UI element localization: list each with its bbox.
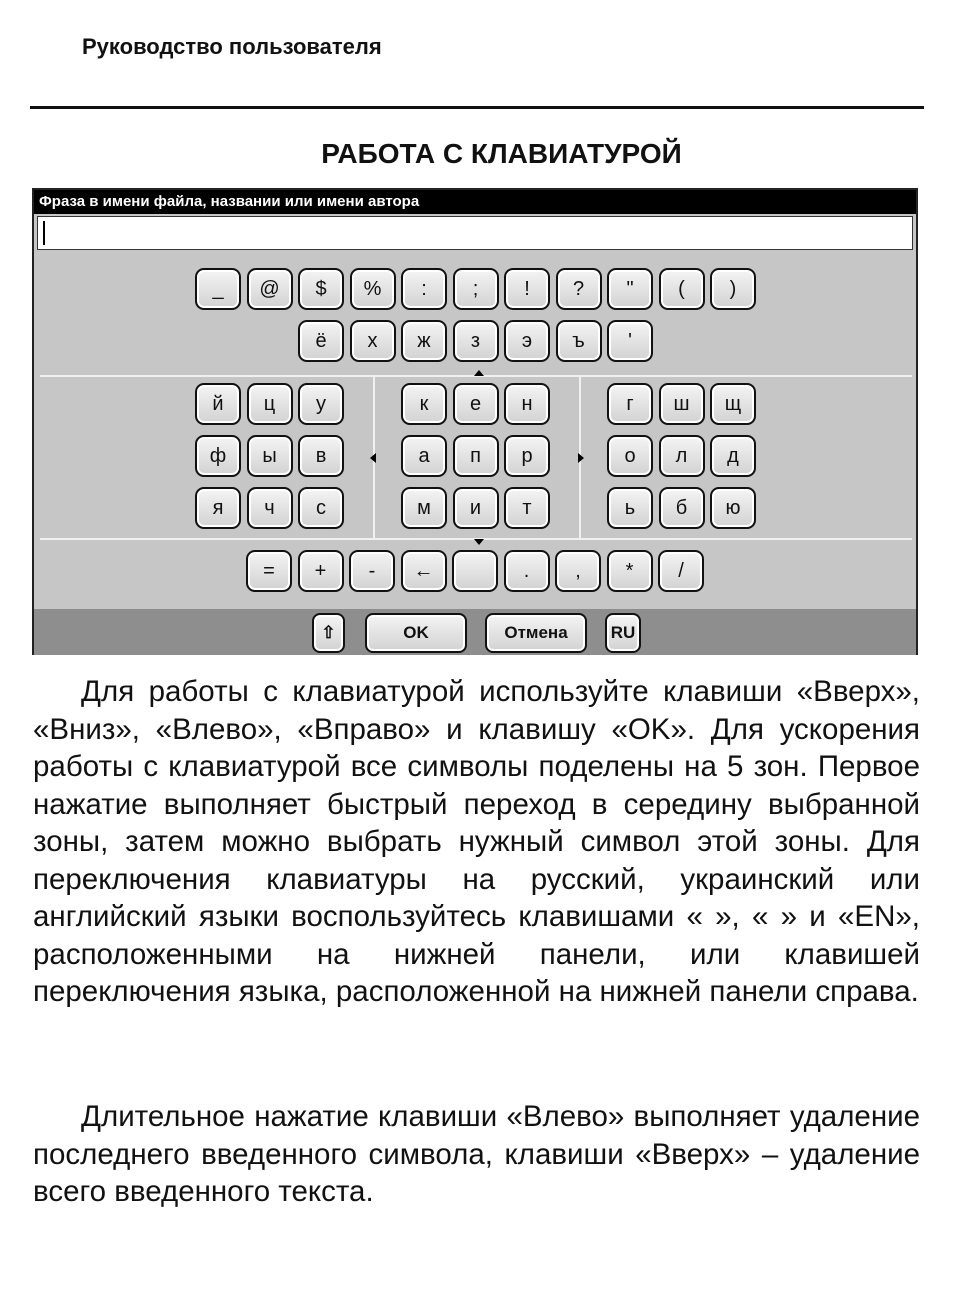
key-row1[interactable]: _ [195, 268, 241, 310]
key-row2[interactable]: ё [298, 320, 344, 362]
key-zone-left[interactable]: у [298, 383, 344, 425]
key-zone-center[interactable]: е [453, 383, 499, 425]
paragraph-1: Для работы с клавиатурой используйте клавиши «Вверх», «Вниз», «Влево», «Вправо» и клавишу «OK». Для ускорения работы с клавиатурой все символы поделены на 5 зон. Первое нажатие выполняет быстрый переход в середину выбранной зоны, затем можно выбрать нужный символ этой зоны. Для переключения клавиатуры на русский, украинский или английский языки воспользуйтесь клавишами « », « » и «EN», расположенными на нижней панели, или клавишей переключения языка, расположенной на нижней панели справа. [33, 675, 920, 1008]
key-zone-left[interactable]: ф [195, 435, 241, 477]
search-input[interactable] [37, 216, 913, 250]
key-zone-right[interactable]: ю [710, 487, 756, 529]
key-row1[interactable]: ; [453, 268, 499, 310]
key-row-bottom[interactable]: * [607, 550, 653, 592]
zone-down-arrow-icon [474, 539, 484, 545]
paragraph-2: Длительное нажатие клавиши «Влево» выполняет удаление последнего введенного символа, клавиши «Вверх» – удаление всего введенного текста. [33, 1100, 920, 1208]
key-row1[interactable]: ! [504, 268, 550, 310]
key-row-bottom[interactable]: + [298, 550, 344, 592]
shift-icon: ⇧ [321, 623, 336, 642]
key-row1[interactable]: $ [298, 268, 344, 310]
key-zone-left[interactable]: ы [247, 435, 293, 477]
key-row1[interactable]: % [350, 268, 396, 310]
text-caret [43, 221, 45, 245]
ok-button[interactable]: OK [365, 613, 467, 653]
key-row-bottom[interactable]: . [504, 550, 550, 592]
key-row2[interactable]: ъ [556, 320, 602, 362]
key-zone-left[interactable]: с [298, 487, 344, 529]
zone-left-arrow-icon [370, 453, 376, 463]
key-zone-center[interactable]: к [401, 383, 447, 425]
key-row-bottom[interactable]: / [658, 550, 704, 592]
key-zone-right[interactable]: ш [659, 383, 705, 425]
key-row1[interactable]: " [607, 268, 653, 310]
zone-right-arrow-icon [578, 453, 584, 463]
key-zone-center[interactable]: п [453, 435, 499, 477]
key-row2[interactable]: э [504, 320, 550, 362]
key-row1[interactable]: ) [710, 268, 756, 310]
key-row2[interactable]: з [453, 320, 499, 362]
key-zone-right[interactable]: о [607, 435, 653, 477]
input-caption: Фраза в имени файла, названии или имени автора [34, 190, 916, 214]
key-zone-left[interactable]: я [195, 487, 241, 529]
section-title: РАБОТА С КЛАВИАТУРОЙ [321, 138, 682, 169]
key-zone-center[interactable]: и [453, 487, 499, 529]
running-header: Руководство пользователя [82, 34, 382, 59]
key-zone-right[interactable]: ь [607, 487, 653, 529]
key-zone-center[interactable]: т [504, 487, 550, 529]
key-zone-left[interactable]: ч [247, 487, 293, 529]
key-zone-right[interactable]: щ [710, 383, 756, 425]
key-row1[interactable]: ? [556, 268, 602, 310]
key-row-bottom[interactable]: , [555, 550, 601, 592]
key-row-bottom[interactable] [452, 550, 498, 592]
key-zone-right[interactable]: л [659, 435, 705, 477]
key-row1[interactable]: ( [659, 268, 705, 310]
key-zone-center[interactable]: н [504, 383, 550, 425]
key-row1[interactable]: : [401, 268, 447, 310]
language-button[interactable]: RU [605, 613, 641, 653]
key-row1[interactable]: @ [247, 268, 293, 310]
key-row2[interactable]: х [350, 320, 396, 362]
key-zone-center[interactable]: а [401, 435, 447, 477]
key-row2[interactable]: ж [401, 320, 447, 362]
zone-up-arrow-icon [474, 370, 484, 376]
key-zone-left[interactable]: ц [247, 383, 293, 425]
shift-button[interactable] [312, 613, 345, 653]
key-row-bottom[interactable]: = [246, 550, 292, 592]
header-rule [30, 106, 924, 109]
key-zone-left[interactable]: й [195, 383, 241, 425]
bottom-panel [34, 609, 916, 655]
key-zone-center[interactable]: р [504, 435, 550, 477]
key-row2[interactable]: ' [607, 320, 653, 362]
key-zone-center[interactable]: м [401, 487, 447, 529]
cancel-button[interactable]: Отмена [485, 613, 587, 653]
keyboard-screenshot [32, 188, 918, 655]
key-zone-right[interactable]: б [659, 487, 705, 529]
key-row-bottom[interactable]: ← [401, 550, 447, 592]
key-row-bottom[interactable]: - [349, 550, 395, 592]
key-zone-right[interactable]: г [607, 383, 653, 425]
key-zone-left[interactable]: в [298, 435, 344, 477]
key-zone-right[interactable]: д [710, 435, 756, 477]
